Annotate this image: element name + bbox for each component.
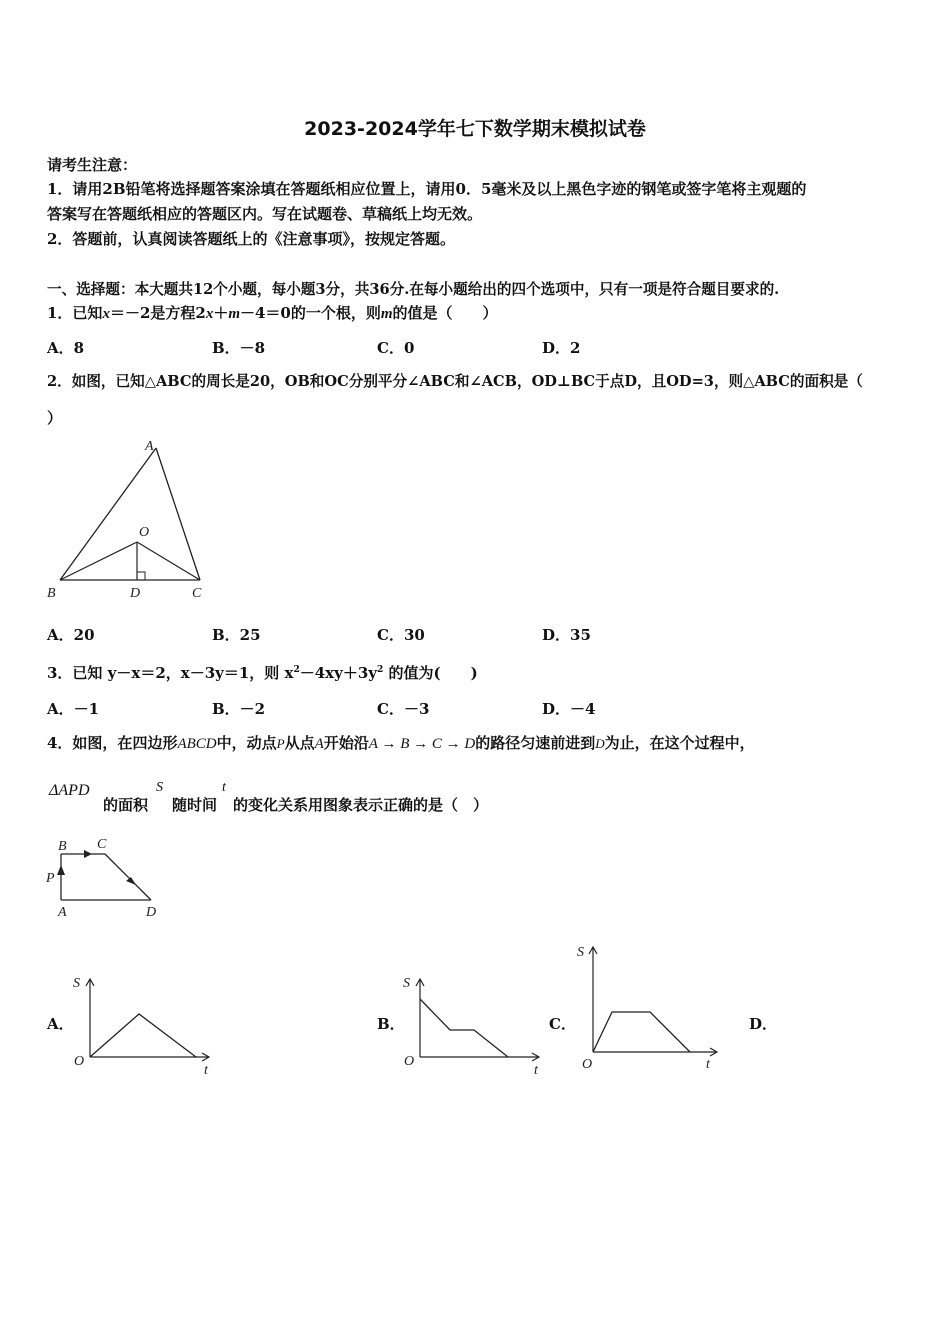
- graph-a-o: O: [74, 1054, 85, 1069]
- label-a: A: [145, 439, 154, 454]
- question-2-cont: ）: [47, 409, 63, 427]
- q3-option-b: B．－2: [212, 700, 266, 718]
- quad-label-c: C: [97, 837, 107, 852]
- graph-a: [70, 972, 220, 1077]
- graph-a-t: t: [204, 1063, 208, 1078]
- q1-option-b: B．－8: [212, 339, 266, 357]
- graph-c-o: O: [582, 1057, 593, 1072]
- label-o: O: [139, 525, 150, 540]
- quad-label-d: D: [146, 905, 157, 920]
- q2-option-a: A．20: [47, 626, 95, 644]
- graph-b-s: S: [403, 976, 410, 991]
- triangle-figure: [40, 430, 210, 605]
- q2-option-d: D．35: [542, 626, 591, 644]
- question-4: 4．如图，在四边形ABCD中，动点P从点A开始沿A → B → C → D的路径匀速前进到D为止，在这个过程中，: [47, 734, 755, 752]
- q4-text-area: 的面积: [103, 796, 149, 814]
- notice-line-2: 答案写在答题纸相应的答题区内。写在试题卷、草稿纸上均无效。: [47, 205, 483, 223]
- notice-line-1: 1．请用2B铅笔将选择题答案涂填在答题纸相应位置上，请用0．5毫米及以上黑色字迹的钢笔或签字笔将主观题的: [47, 180, 807, 198]
- graph-c: [572, 938, 732, 1078]
- graph-a-s: S: [73, 976, 80, 991]
- label-b: B: [47, 586, 56, 601]
- graph-c-s: S: [577, 945, 584, 960]
- graph-b-t: t: [534, 1063, 538, 1078]
- label-d: D: [130, 586, 141, 601]
- question-2: 2．如图，已知△ABC的周长是20，OB和OC分别平分∠ABC和∠ACB，OD⊥BC于点D，且OD=3，则△ABC的面积是（: [47, 373, 863, 390]
- label-c: C: [192, 586, 202, 601]
- notice-line-3: 2．答题前，认真阅读答题纸上的《注意事项》，按规定答题。: [47, 230, 455, 248]
- q2-option-b: B．25: [212, 626, 261, 644]
- section-heading: 一、选择题：本大题共12个小题，每小题3分，共36分.在每小题给出的四个选项中，只有一项是符合题目要求的.: [47, 281, 780, 298]
- quad-label-b: B: [58, 839, 67, 854]
- q4-var-s: S: [156, 780, 163, 795]
- q3-option-a: A．－1: [47, 700, 100, 718]
- q4-option-b: B．: [377, 1015, 405, 1033]
- q2-option-c: C．30: [377, 626, 425, 644]
- page-title: 2023-2024学年七下数学期末模拟试卷: [304, 118, 646, 140]
- q1-option-c: C．0: [377, 339, 415, 357]
- graph-c-t: t: [706, 1057, 710, 1072]
- graph-b-o: O: [404, 1054, 415, 1069]
- q3-option-c: C．－3: [377, 700, 430, 718]
- q3-option-d: D．－4: [542, 700, 596, 718]
- question-3: 3．已知 y－x＝2，x－3y＝1，则 $x^2-4xy+3y^2$ 的值为( ): [47, 664, 478, 682]
- quad-label-p: P: [46, 871, 55, 886]
- q4-text-rest: 的变化关系用图象表示正确的是（ ）: [233, 796, 489, 814]
- notice-heading: 请考生注意：: [47, 156, 138, 174]
- q4-triangle-apd: ΔAPD: [49, 782, 90, 799]
- graph-b: [400, 972, 550, 1077]
- q4-option-d: D．: [749, 1015, 778, 1033]
- q4-option-a: A．: [47, 1015, 74, 1033]
- q4-option-c: C．: [549, 1015, 576, 1033]
- q1-option-d: D．2: [542, 339, 581, 357]
- q1-option-a: A．8: [47, 339, 85, 357]
- quad-label-a: A: [58, 905, 67, 920]
- q4-var-t: t: [222, 780, 226, 795]
- quadrilateral-figure: [40, 832, 180, 927]
- q4-text-time: 随时间: [172, 796, 218, 814]
- question-1: 1．已知x＝－2是方程2x＋m－4＝0的一个根，则m的值是（ ）: [47, 304, 498, 322]
